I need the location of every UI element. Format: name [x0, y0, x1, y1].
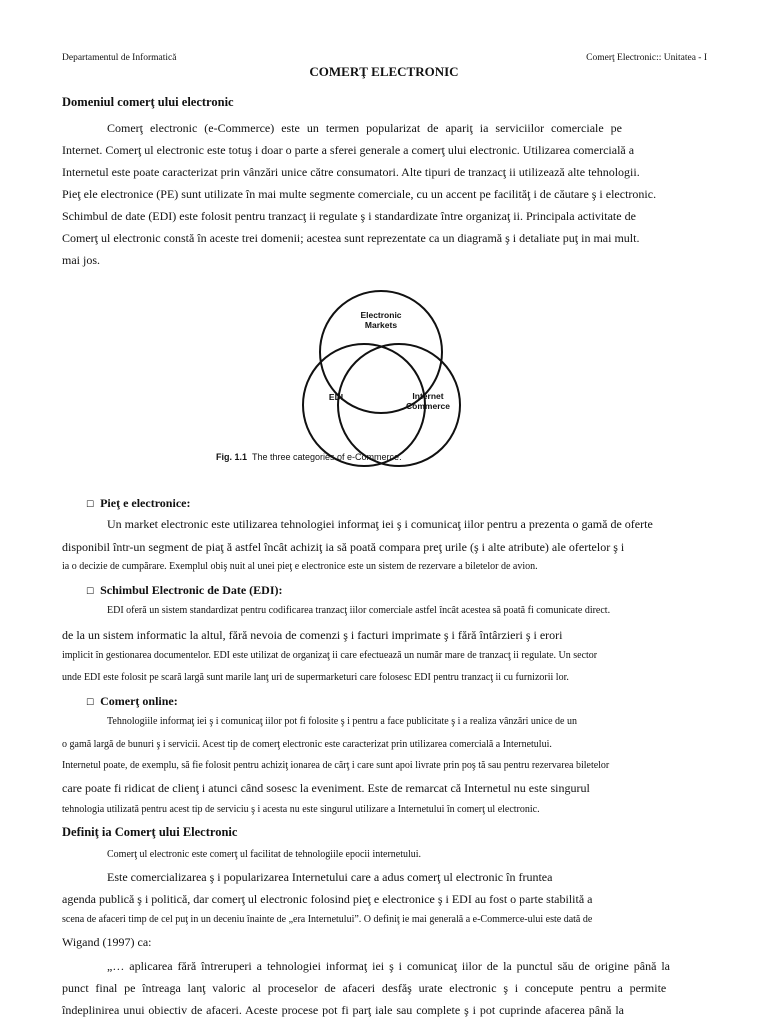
- checkbox-icon: ☐: [86, 500, 95, 510]
- justify-text: Comerţ electronic (e-Commerce) este un termen popularizat de apariţ ia serviciilor comerciale pe: [107, 121, 622, 135]
- venn-label-internet: Internet: [412, 391, 444, 401]
- paragraph-line: Internet. Comerţ ul electronic este totuş i doar o parte a sferei generale a comerţ ului electronic. Utilizarea comercială a: [62, 143, 635, 157]
- paragraph-line: unde EDI este folosit pe scară largă sunt marile lanţ uri de supermarketuri care folosesc EDI pentru tranzacţ ii cu furnizorii lor.: [62, 672, 569, 683]
- figure-caption-label: Fig. 1.1: [216, 452, 248, 462]
- justify-text: „… aplicarea fără întreruperi a tehnologiei informaţ iei ş i comunicaţ iilor de la punctul său de origine până la: [107, 959, 670, 973]
- section-heading-definitie: Definiţ ia Comerţ ului Electronic: [62, 825, 238, 839]
- header-department: Departamentul de Informatică: [62, 53, 177, 63]
- venn-label-edi: EDI: [328, 392, 344, 402]
- venn-label-commerce: Commerce: [406, 401, 450, 411]
- subsection-heading-text: Pieţ e electronice:: [100, 496, 191, 510]
- paragraph-line: o gamă largă de bunuri ş i servicii. Acest tip de comerţ electronic este caracterizat prin utilizarea comercială a Internetului.: [62, 739, 552, 750]
- paragraph-line: EDI oferă un sistem standardizat pentru codificarea tranzacţ iilor comerciale astfel încât acestea să poată fi comunicate direct.: [107, 605, 611, 616]
- paragraph-line: implicit în gestionarea documentelor. EDI este utilizat de organizaţ ii care efectuează un număr mare de tranzacţ ii regulate. Un sector: [62, 650, 598, 661]
- paragraph-line: agenda publică ş i politică, dar comerţ ul electronic folosind pieţ e electronice ş i EDI au fost o parte stabilită a: [62, 892, 593, 906]
- subsection-heading-edi: [86, 583, 283, 598]
- paragraph-line: disponibil într-un segment de piaţ ă astfel încât achiziţ ia să poată compara preţ urile (ş i alte atribute) ale ofertelor ş i: [62, 540, 625, 554]
- paragraph-line: Pieţ ele electronice (PE) sunt utilizate în mai multe segmente comerciale, cu un accent pe facilităţ i de căutare ş i electronic.: [62, 187, 657, 201]
- paragraph-line: tehnologia utilizată pentru acest tip de serviciu ş i acesta nu este singurul utilizare a Internetului în comerţ ul electronic.: [62, 804, 540, 815]
- quote-line: [107, 959, 670, 974]
- justify-text: îndeplinirea unui obiectiv de afaceri. Aceste procese pot fi parţ iale sau complete ş i pot cuprinde afacerea până la: [62, 1003, 624, 1017]
- paragraph-line: [107, 121, 626, 136]
- subsection-heading-text: Comerţ online:: [100, 694, 178, 708]
- checkbox-icon: ☐: [86, 698, 95, 708]
- paragraph-line: Internetul poate, de exemplu, să fie folosit pentru achiziţ ionarea de cărţ i care sunt apoi livrate prin poş tă sau pentru rezervarea biletelor: [62, 760, 610, 771]
- paragraph-line: Tehnologiile informaţ iei ş i comunicaţ iilor pot fi folosite ş i pentru a face publicitate ş i a realiza vânzări unice de un: [107, 716, 577, 727]
- page-title: COMERŢ ELECTRONIC: [309, 64, 459, 79]
- venn-label-markets: Markets: [364, 320, 398, 330]
- venn-diagram-figure: [212, 280, 552, 470]
- subsection-heading-pe: [86, 496, 190, 511]
- paragraph-line: scena de afaceri timp de cel puţ in un deceniu înainte de „era Internetului”. O definiţ ie mai generală a e-Commerce-ului este dată de: [62, 914, 593, 925]
- justify-text: punct final pe întreaga lanţ valoric al proceselor de afaceri desfăş urate electronic ş i concepute pentru a permite: [62, 981, 667, 995]
- paragraph-line: Un market electronic este utilizarea tehnologiei informaţ iei ş i comunicaţ iilor pentru a prezenta o gamă de oferte: [107, 517, 653, 531]
- figure-caption-text: The three categories of e-Commerce.: [252, 452, 402, 462]
- paragraph-line: de la un sistem informatic la altul, fără nevoia de comenzi ş i facturi imprimate ş i fără întârzieri ş i erori: [62, 628, 563, 642]
- quote-line: [62, 1003, 624, 1018]
- quote-line: [62, 981, 670, 996]
- section-heading-domeniul: Domeniul comerţ ului electronic: [62, 95, 234, 109]
- venn-label-electronic: Electronic: [360, 310, 402, 320]
- paragraph-line: mai jos.: [62, 253, 100, 267]
- paragraph-line: care poate fi ridicat de clienţ i atunci când sosesc la eveniment. Este de remarcat că Internetul nu este singurul: [62, 781, 590, 795]
- paragraph-line: Este comercializarea ş i popularizarea Internetului care a adus comerţ ul electronic în fruntea: [107, 870, 553, 884]
- paragraph-line: Comerţ ul electronic constă în aceste trei domenii; acestea sunt reprezentate ca un diagramă ş i detaliate puţ in mai mult.: [62, 231, 640, 245]
- checkbox-icon: ☐: [86, 587, 95, 597]
- paragraph-line: Wigand (1997) ca:: [62, 935, 152, 949]
- paragraph-line: Internetul este poate caracterizat prin vânzări unice către consumatori. Alte tipuri de tranzacţ ii utilizează alte tehnologii.: [62, 165, 640, 179]
- paragraph-line: Schimbul de date (EDI) este folosit pentru tranzacţ ii regulate ş i standardizate între organizaţ ii. Principala activitate de: [62, 209, 636, 223]
- header-course-unit: Comerţ Electronic:: Unitatea - I: [586, 53, 707, 63]
- paragraph-line: Comerţ ul electronic este comerţ ul facilitat de tehnologiile epocii internetului.: [107, 849, 422, 860]
- paragraph-line: ia o decizie de cumpărare. Exemplul obiş nuit al unei pieţ e electronice este un sistem de rezervare a biletelor de avion.: [62, 561, 538, 572]
- subsection-heading-online: [86, 694, 178, 709]
- subsection-heading-text: Schimbul Electronic de Date (EDI):: [100, 583, 283, 597]
